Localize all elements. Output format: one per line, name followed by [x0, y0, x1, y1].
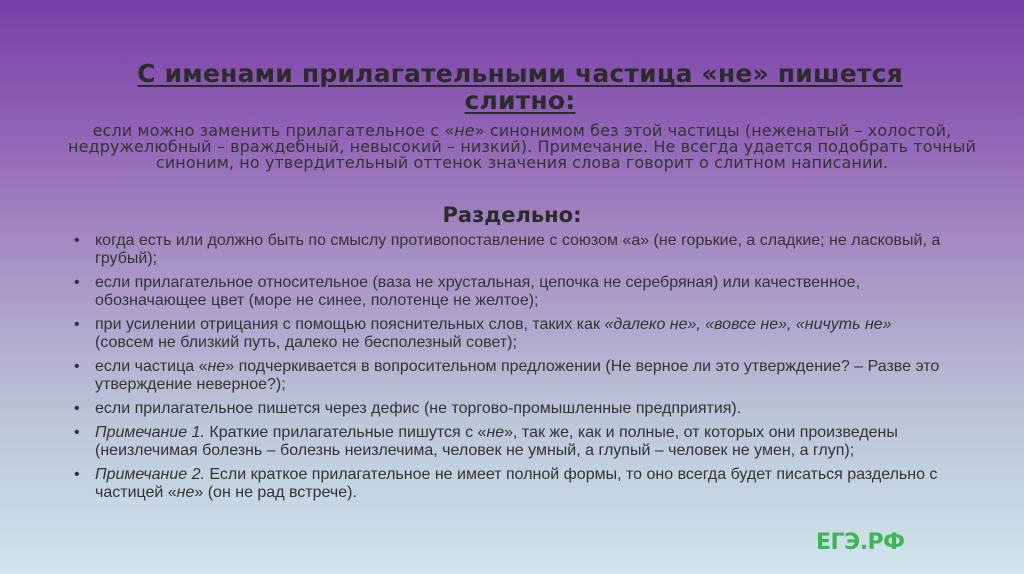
list-item [72, 232, 952, 268]
list-item [72, 400, 952, 418]
list-item-text: Краткие прилагательные пишутся с « [204, 424, 487, 441]
bullet-icon: • [74, 358, 80, 375]
list-item-text: (совсем не близкий путь, далеко не бесполезный совет); [95, 334, 517, 351]
ege-logo: ЕГЭ.РФ [816, 530, 905, 555]
bullet-icon: • [74, 400, 80, 417]
list-item [72, 466, 952, 502]
list-item-text: » (он не рад встрече). [194, 484, 357, 501]
rules-list [72, 232, 952, 508]
list-item-emphasis: Примечание 2. [95, 466, 205, 483]
list-item-emphasis: не [207, 358, 226, 375]
list-item-text: когда есть или должно быть по смыслу противопоставление с союзом «а» (не горькие, а сладкие; не ласковый, а грубый); [95, 232, 941, 267]
list-item-text: если прилагательное относительное (ваза не хрустальная, цепочка не серебряная) или качественное, обозначающее цвет (море не синее, полотенце не желтое); [95, 274, 861, 309]
list-item-text: Если краткое прилагательное не имеет полной формы, то оно всегда будет писаться раздельно с частицей « [95, 466, 938, 501]
list-item-emphasis: не [176, 484, 195, 501]
list-item [72, 316, 952, 352]
list-item [72, 274, 952, 310]
intro-ne-emphasis: не [454, 121, 475, 140]
list-item-text: если прилагательное пишется через дефис (не торгово-промышленные предприятия). [95, 400, 742, 417]
list-item-text: », так же, как и полные, от которых они произведены (неизлечимая болезнь – болезнь неизлечима, человек не умный, а глупый – человек не умен, а глуп); [95, 424, 898, 459]
intro-text-part1: если можно заменить прилагательное с « [92, 121, 455, 140]
intro-paragraph [62, 123, 982, 171]
intro-text-part2: » синонимом без этой частицы (неженатый – холостой, недружелюбный – враждебный, невысокий – низкий). Примечание. Не всегда удается подобрать точный синоним, но утвердительный оттенок значения слова говорит о слитном написании. [68, 121, 976, 172]
bullet-icon: • [74, 466, 80, 483]
list-item-text: при усилении отрицания с помощью пояснительных слов, таких как [95, 316, 605, 333]
list-item [72, 424, 952, 460]
list-item-text: если частица « [95, 358, 208, 375]
list-item [72, 358, 952, 394]
list-item-emphasis: Примечание 1. [95, 424, 205, 441]
bullet-icon: • [74, 274, 80, 291]
bullet-icon: • [74, 232, 80, 249]
bullet-icon: • [74, 316, 80, 333]
list-item-emphasis: не [486, 424, 505, 441]
list-item-text: » подчеркивается в вопросительном предложении (Не верное ли это утверждение? – Разве это утверждение неверное?); [95, 358, 940, 393]
list-item-emphasis: «далеко не», «вовсе не», «ничуть не» [604, 316, 892, 333]
slide-title: С именами прилагательными частица «не» пишется слитно: [137, 59, 903, 115]
section-heading: Раздельно: [442, 203, 582, 227]
bullet-icon: • [74, 424, 80, 441]
